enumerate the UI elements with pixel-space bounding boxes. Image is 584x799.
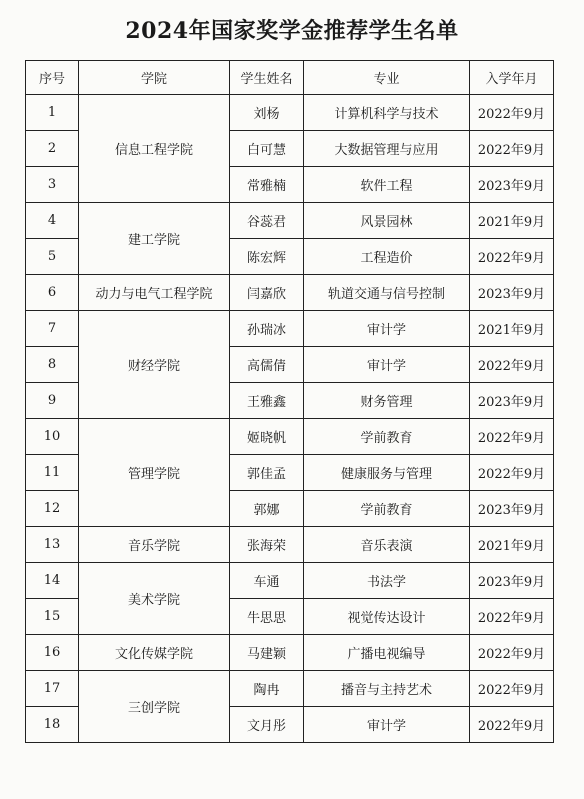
table-row <box>26 563 554 599</box>
major-cell: 风景园林 <box>304 203 470 239</box>
college-cell: 建工学院 <box>79 203 230 275</box>
student-name: 高儒倩 <box>230 347 304 383</box>
enrollment-date: 2022年9月 <box>470 95 554 131</box>
enrollment-date: 2021年9月 <box>470 311 554 347</box>
college-cell: 管理学院 <box>79 419 230 527</box>
header-name: 学生姓名 <box>230 61 304 95</box>
enrollment-date: 2022年9月 <box>470 635 554 671</box>
row-number: 8 <box>26 347 79 383</box>
row-number: 14 <box>26 563 79 599</box>
student-name: 车通 <box>230 563 304 599</box>
enrollment-date: 2022年9月 <box>470 239 554 275</box>
document-title: 2024年国家奖学金推荐学生名单 <box>125 18 459 44</box>
student-name: 孙瑞冰 <box>230 311 304 347</box>
enrollment-date: 2022年9月 <box>470 455 554 491</box>
college-cell: 财经学院 <box>79 311 230 419</box>
scholarship-table <box>25 60 554 743</box>
table-row <box>26 419 554 455</box>
major-cell: 广播电视编导 <box>304 635 470 671</box>
row-number: 9 <box>26 383 79 419</box>
college-cell: 动力与电气工程学院 <box>79 275 230 311</box>
college-cell: 文化传媒学院 <box>79 635 230 671</box>
enrollment-date: 2021年9月 <box>470 203 554 239</box>
enrollment-date: 2022年9月 <box>470 671 554 707</box>
college-cell: 三创学院 <box>79 671 230 743</box>
row-number: 5 <box>26 239 79 275</box>
college-cell: 信息工程学院 <box>79 95 230 203</box>
enrollment-date: 2023年9月 <box>470 491 554 527</box>
enrollment-date: 2021年9月 <box>470 527 554 563</box>
major-cell: 学前教育 <box>304 491 470 527</box>
student-name: 白可慧 <box>230 131 304 167</box>
student-name: 王雅鑫 <box>230 383 304 419</box>
enrollment-date: 2022年9月 <box>470 347 554 383</box>
row-number: 16 <box>26 635 79 671</box>
student-name: 陈宏辉 <box>230 239 304 275</box>
major-cell: 审计学 <box>304 311 470 347</box>
major-cell: 健康服务与管理 <box>304 455 470 491</box>
row-number: 12 <box>26 491 79 527</box>
row-number: 18 <box>26 707 79 743</box>
major-cell: 学前教育 <box>304 419 470 455</box>
row-number: 2 <box>26 131 79 167</box>
enrollment-date: 2023年9月 <box>470 563 554 599</box>
header-no: 序号 <box>26 61 79 95</box>
student-name: 姬晓帆 <box>230 419 304 455</box>
row-number: 15 <box>26 599 79 635</box>
row-number: 11 <box>26 455 79 491</box>
table-row <box>26 203 554 239</box>
college-cell: 音乐学院 <box>79 527 230 563</box>
row-number: 1 <box>26 95 79 131</box>
row-number: 6 <box>26 275 79 311</box>
enrollment-date: 2022年9月 <box>470 419 554 455</box>
student-name: 陶冉 <box>230 671 304 707</box>
student-name: 刘杨 <box>230 95 304 131</box>
major-cell: 计算机科学与技术 <box>304 95 470 131</box>
student-name: 张海荣 <box>230 527 304 563</box>
major-cell: 审计学 <box>304 347 470 383</box>
major-cell: 播音与主持艺术 <box>304 671 470 707</box>
student-name: 牛思思 <box>230 599 304 635</box>
table-row <box>26 635 554 671</box>
student-name: 常雅楠 <box>230 167 304 203</box>
major-cell: 轨道交通与信号控制 <box>304 275 470 311</box>
table-body <box>26 95 554 743</box>
major-cell: 音乐表演 <box>304 527 470 563</box>
table-row <box>26 275 554 311</box>
header-college: 学院 <box>79 61 230 95</box>
student-name: 郭娜 <box>230 491 304 527</box>
row-number: 17 <box>26 671 79 707</box>
major-cell: 视觉传达设计 <box>304 599 470 635</box>
table-row <box>26 527 554 563</box>
header-major: 专业 <box>304 61 470 95</box>
row-number: 13 <box>26 527 79 563</box>
enrollment-date: 2023年9月 <box>470 167 554 203</box>
college-cell: 美术学院 <box>79 563 230 635</box>
table-row <box>26 671 554 707</box>
row-number: 3 <box>26 167 79 203</box>
student-name: 闫嘉欣 <box>230 275 304 311</box>
enrollment-date: 2023年9月 <box>470 383 554 419</box>
student-name: 郭佳孟 <box>230 455 304 491</box>
major-cell: 财务管理 <box>304 383 470 419</box>
student-name: 文月彤 <box>230 707 304 743</box>
header-date: 入学年月 <box>470 61 554 95</box>
major-cell: 大数据管理与应用 <box>304 131 470 167</box>
major-cell: 软件工程 <box>304 167 470 203</box>
major-cell: 工程造价 <box>304 239 470 275</box>
major-cell: 审计学 <box>304 707 470 743</box>
row-number: 4 <box>26 203 79 239</box>
table-header-row <box>26 61 554 95</box>
enrollment-date: 2022年9月 <box>470 707 554 743</box>
enrollment-date: 2022年9月 <box>470 599 554 635</box>
table-row <box>26 95 554 131</box>
enrollment-date: 2022年9月 <box>470 131 554 167</box>
enrollment-date: 2023年9月 <box>470 275 554 311</box>
student-name: 谷蕊君 <box>230 203 304 239</box>
row-number: 7 <box>26 311 79 347</box>
row-number: 10 <box>26 419 79 455</box>
student-name: 马建颖 <box>230 635 304 671</box>
major-cell: 书法学 <box>304 563 470 599</box>
table-row <box>26 311 554 347</box>
